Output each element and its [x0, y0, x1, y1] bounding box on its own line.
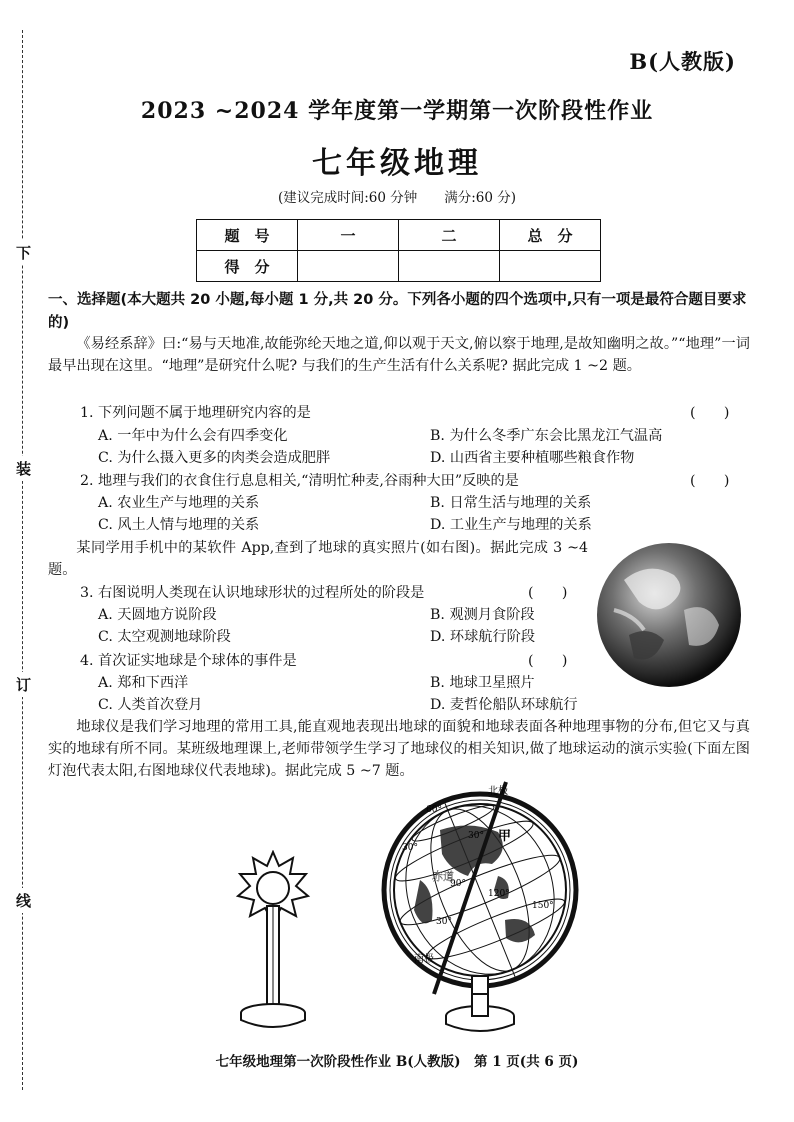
score-header-cell: 总 分 — [500, 220, 601, 251]
option-c[interactable]: C. 太空观测地球阶段 — [98, 629, 231, 645]
option-a[interactable]: A. 一年中为什么会有四季变化 — [98, 428, 288, 444]
passage-2: 某同学用手机中的某软件 App,查到了地球的真实照片(如右图)。据此完成 3 ~4 题。 — [48, 540, 588, 578]
subject-title: 七年级地理 — [312, 146, 482, 181]
lamp-sun-figure — [228, 850, 318, 1030]
score-input-cell[interactable] — [500, 251, 601, 282]
question-2-stem: 2. 地理与我们的衣食住行息息相关,“清明忙种麦,谷雨种大田”反映的是 — [80, 473, 519, 489]
globe-label-south: 南极 — [414, 954, 434, 965]
question-4-stem: 4. 首次证实地球是个球体的事件是 — [80, 653, 297, 669]
option-b[interactable]: B. 地球卫星照片 — [430, 675, 535, 691]
score-table — [196, 219, 601, 282]
score-header-cell: 一 — [298, 220, 399, 251]
option-c[interactable]: C. 人类首次登月 — [98, 697, 203, 713]
binding-char-ding: 订 — [16, 672, 31, 697]
earth-photo — [594, 540, 744, 690]
globe-label-jia: 甲 — [498, 829, 512, 844]
question-3-stem: 3. 右图说明人类现在认识地球形状的过程所处的阶段是 — [80, 585, 425, 601]
edition-label: B(人教版) — [629, 49, 736, 74]
option-b[interactable]: B. 观测月食阶段 — [430, 607, 535, 623]
passage-3: 地球仪是我们学习地理的常用工具,能直观地表现出地球的面貌和地球表面各种地理事物的分布,但它又与真实的地球有所不同。某班级地理课上,老师带领学生学习了地球仪的相关知识,做了地球运动的演示实验(下面左图灯泡代表太阳,右图地球仪代表地球)。据此完成 5 ~7 题。 — [48, 719, 750, 779]
score-header-cell: 得 分 — [197, 251, 298, 282]
answer-blank[interactable]: ( ) — [690, 405, 730, 421]
question-1-stem: 1. 下列问题不属于地理研究内容的是 — [80, 405, 311, 421]
answer-blank[interactable]: ( ) — [528, 653, 568, 669]
option-d[interactable]: D. 工业生产与地理的关系 — [430, 517, 592, 533]
option-c[interactable]: C. 风土人情与地理的关系 — [98, 517, 260, 533]
section-heading: 一、选择题(本大题共 20 小题,每小题 1 分,共 20 分。下列各小题的四个选项中,只有一项是最符合题目要求的) — [48, 292, 747, 331]
binding-char-xia: 下 — [16, 240, 31, 265]
option-a[interactable]: A. 农业生产与地理的关系 — [98, 495, 260, 511]
globe-label-30s: 30° — [436, 917, 452, 927]
globe-label-north: 北极 — [488, 786, 508, 797]
globe-label-equator: 赤道 — [432, 870, 454, 883]
option-a[interactable]: A. 郑和下西洋 — [98, 675, 189, 691]
binding-char-xian: 线 — [16, 888, 31, 913]
option-d[interactable]: D. 山西省主要种植哪些粮食作物 — [430, 450, 635, 466]
globe-label-60n: 60° — [426, 805, 442, 815]
time-score-note: (建议完成时间:60 分钟 满分:60 分) — [277, 190, 517, 206]
globe-label-120e: 120° — [488, 889, 510, 899]
score-header-cell: 题 号 — [197, 220, 298, 251]
exam-title: 2023 ~2024 学年度第一学期第一次阶段性作业 — [140, 98, 654, 124]
globe-label-90e: 90° — [450, 879, 466, 889]
option-a[interactable]: A. 天圆地方说阶段 — [98, 607, 217, 623]
score-header-cell: 二 — [399, 220, 500, 251]
answer-blank[interactable]: ( ) — [528, 585, 568, 601]
binding-char-zhuang: 装 — [16, 456, 31, 481]
globe-label-30n: 30° — [402, 843, 418, 853]
option-b[interactable]: B. 日常生活与地理的关系 — [430, 495, 592, 511]
globe-label-30w: 30° — [468, 831, 484, 841]
option-d[interactable]: D. 麦哲伦船队环球航行 — [430, 697, 578, 713]
passage-1: 《易经系辞》曰:“易与天地准,故能弥纶天地之道,仰以观于天文,俯以察于地理,是故知幽明之故。”“地理”一词最早出现在这里。“地理”是研究什么呢? 与我们的生产生活有什么关系呢? 据此完成 1 ~2 题。 — [48, 336, 750, 374]
globe-label-150e: 150° — [532, 901, 554, 911]
option-c[interactable]: C. 为什么摄入更多的肉类会造成肥胖 — [98, 450, 331, 466]
globe-figure — [380, 780, 580, 1040]
option-d[interactable]: D. 环球航行阶段 — [430, 629, 536, 645]
answer-blank[interactable]: ( ) — [690, 473, 730, 489]
score-input-cell[interactable] — [298, 251, 399, 282]
score-input-cell[interactable] — [399, 251, 500, 282]
page-footer: 七年级地理第一次阶段性作业 B(人教版) 第 1 页(共 6 页) — [215, 1054, 579, 1070]
option-b[interactable]: B. 为什么冬季广东会比黑龙江气温高 — [430, 428, 663, 444]
